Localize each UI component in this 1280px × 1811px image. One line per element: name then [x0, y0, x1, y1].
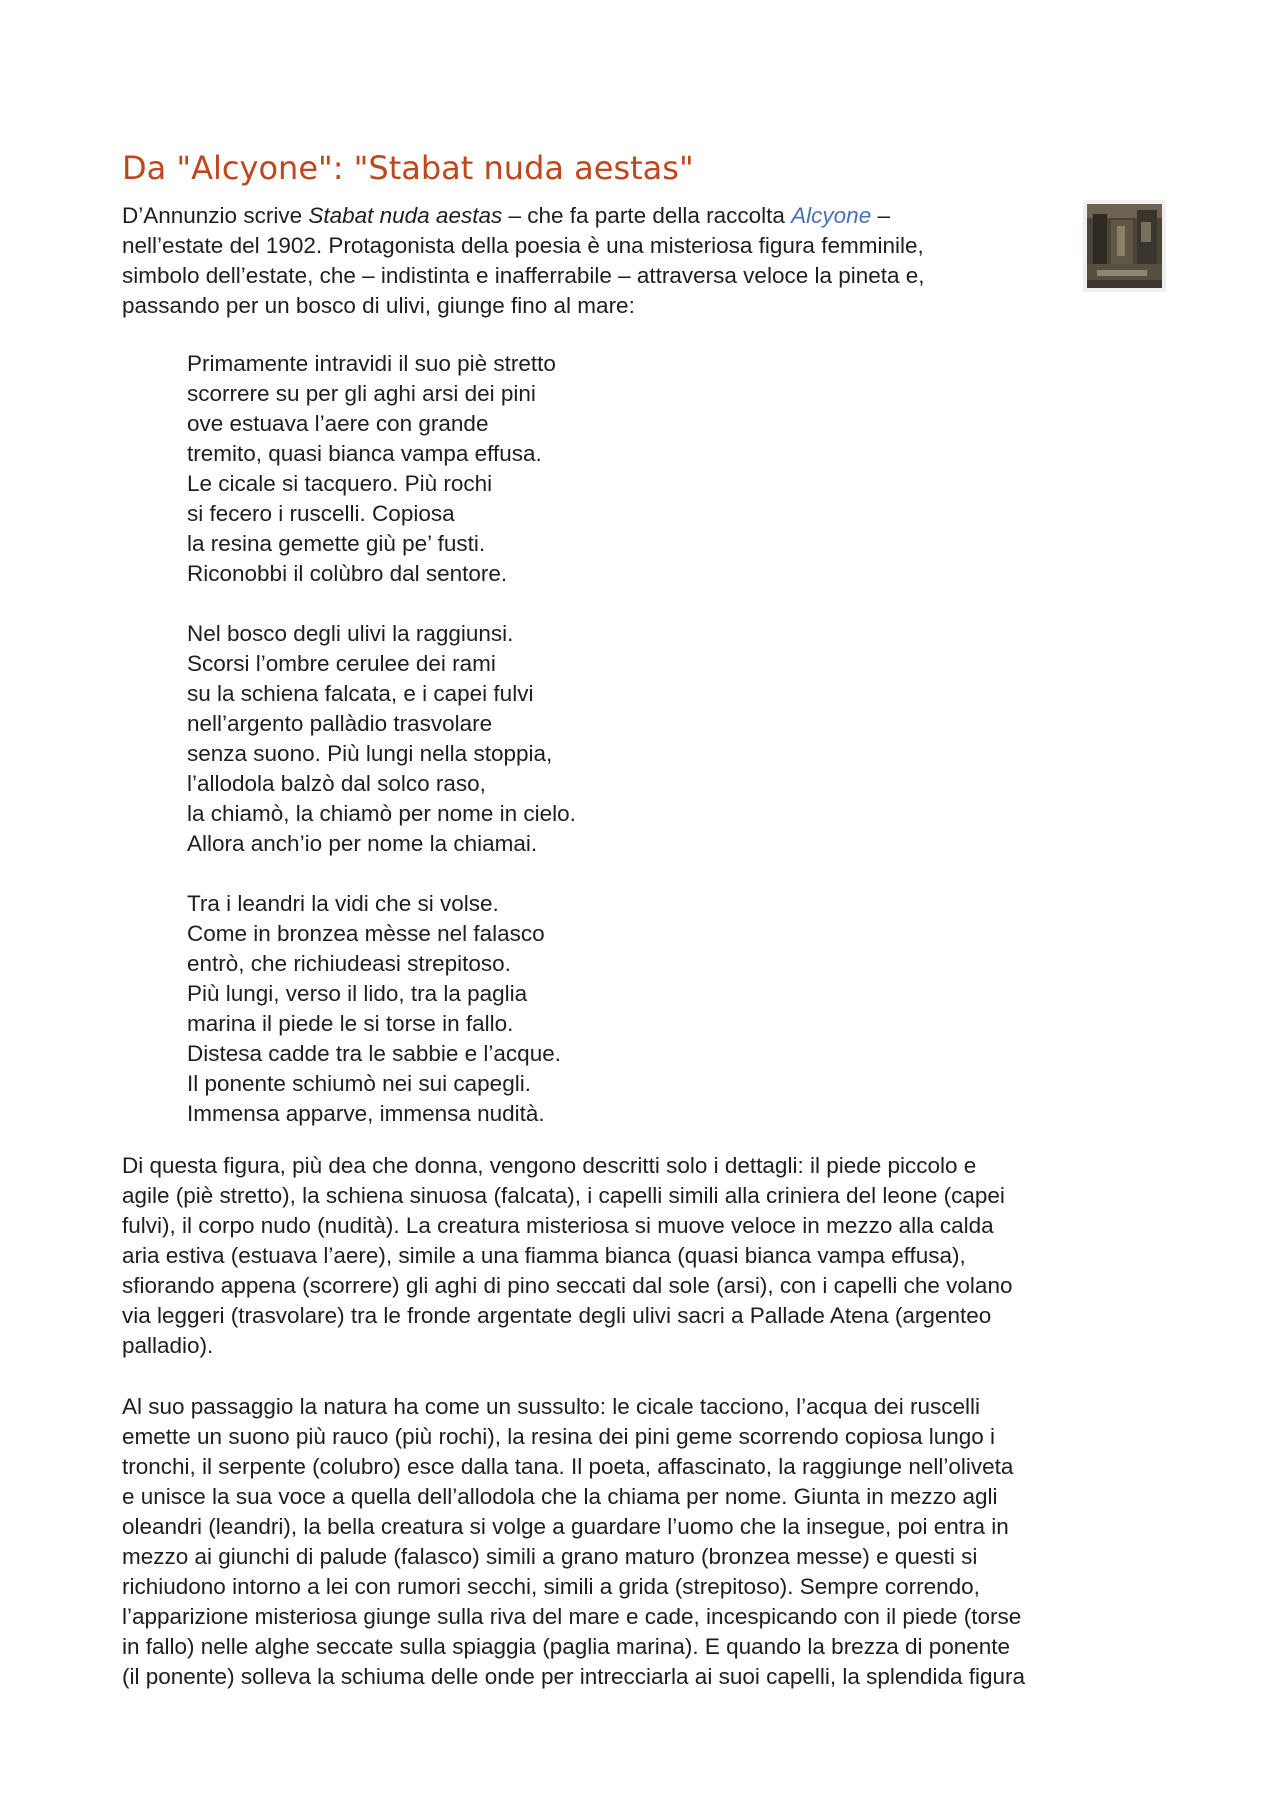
- commentary-paragraph-1: [122, 1151, 1172, 1361]
- commentary-paragraph-2: [122, 1392, 1172, 1692]
- paragraph-line: oleandri (leandri), la bella creatura si volge a guardare l’uomo che la insegue, poi entra in: [122, 1514, 1009, 1539]
- paragraph-line: l’apparizione misteriosa giunge sulla riva del mare e cade, incespicando con il piede (torse: [122, 1604, 1022, 1629]
- paragraph-line: in fallo) nelle alghe seccate sulla spiaggia (paglia marina). E quando la brezza di ponente: [122, 1634, 1011, 1659]
- poem-verse: Riconobbi il colùbro dal sentore.: [187, 561, 508, 586]
- intro-line: simbolo dell’estate, che – indistinta e inafferrabile – attraversa veloce la pineta e,: [122, 263, 925, 288]
- painting-thumbnail[interactable]: [1083, 200, 1166, 292]
- poem-block: [187, 349, 576, 1129]
- paragraph-line: aria estiva (estuava l’aere), simile a una fiamma bianca (quasi bianca vampa effusa),: [122, 1243, 966, 1268]
- paragraph-line: agile (piè stretto), la schiena sinuosa (falcata), i capelli simili alla criniera del leone (capei: [122, 1183, 1005, 1208]
- poem-verse: Il ponente schiumò nei sui capegli.: [187, 1071, 531, 1096]
- intro-line: [122, 201, 1067, 231]
- paragraph-line: tronchi, il serpente (colubro) esce dalla tana. Il poeta, affascinato, la raggiunge nell’oliveta: [122, 1454, 1014, 1479]
- poem-verse: Come in bronzea mèsse nel falasco: [187, 921, 545, 946]
- page-title: Da "Alcyone": "Stabat nuda aestas": [122, 149, 694, 187]
- poem-verse: su la schiena falcata, e i capei fulvi: [187, 681, 534, 706]
- poem-verse: Distesa cadde tra le sabbie e l’acque.: [187, 1041, 561, 1066]
- poem-verse: Più lungi, verso il lido, tra la paglia: [187, 981, 528, 1006]
- poem-verse: Scorsi l’ombre cerulee dei rami: [187, 651, 496, 676]
- poem-verse: nell’argento pallàdio trasvolare: [187, 711, 493, 736]
- poem-verse: si fecero i ruscelli. Copiosa: [187, 501, 455, 526]
- poem-verse: Nel bosco degli ulivi la raggiunsi.: [187, 621, 514, 646]
- paragraph-line: via leggeri (trasvolare) tra le fronde argentate degli ulivi sacri a Pallade Atena (argenteo: [122, 1303, 992, 1328]
- poem-stanza-3: [187, 889, 576, 1129]
- paragraph-line: fulvi), il corpo nudo (nudità). La creatura misteriosa si muove veloce in mezzo alla calda: [122, 1213, 994, 1238]
- poem-verse: la chiamò, la chiamò per nome in cielo.: [187, 801, 576, 826]
- intro-text: D’Annunzio scrive: [122, 203, 309, 228]
- paragraph-line: sfiorando appena (scorrere) gli aghi di pino seccati dal sole (arsi), con i capelli che volano: [122, 1273, 1013, 1298]
- paragraph-line: emette un suono più rauco (più rochi), la resina dei pini geme scorrendo copiosa lungo i: [122, 1424, 996, 1449]
- intro-text: – che fa parte della raccolta: [502, 203, 792, 228]
- poem-verse: marina il piede le si torse in fallo.: [187, 1011, 514, 1036]
- poem-verse: Tra i leandri la vidi che si volse.: [187, 891, 499, 916]
- poem-verse: senza suono. Più lungi nella stoppia,: [187, 741, 553, 766]
- poem-verse: Primamente intravidi il suo piè stretto: [187, 351, 556, 376]
- poem-verse: ove estuava l’aere con grande: [187, 411, 489, 436]
- poem-verse: Immensa apparve, immensa nudità.: [187, 1101, 545, 1126]
- paragraph-line: Al suo passaggio la natura ha come un sussulto: le cicale tacciono, l’acqua dei ruscelli: [122, 1394, 980, 1419]
- paragraph-line: (il ponente) solleva la schiuma delle onde per intrecciarla ai suoi capelli, la splendida figura: [122, 1664, 1026, 1689]
- intro-paragraph: [122, 201, 1067, 321]
- paragraph-line: mezzo ai giunchi di palude (falasco) simili a grano maturo (bronzea messe) e questi si: [122, 1544, 978, 1569]
- intro-line: nell’estate del 1902. Protagonista della poesia è una misteriosa figura femminile,: [122, 233, 924, 258]
- poem-verse: Le cicale si tacquero. Più rochi: [187, 471, 493, 496]
- paragraph-line: richiudono intorno a lei con rumori secchi, simili a grida (strepitoso). Sempre correndo,: [122, 1574, 980, 1599]
- paragraph-line: e unisce la sua voce a quella dell’allodola che la chiama per nome. Giunta in mezzo agli: [122, 1484, 998, 1509]
- poem-stanza-1: [187, 349, 576, 589]
- painting-image: [1083, 200, 1166, 292]
- paragraph-line: palladio).: [122, 1333, 214, 1358]
- poem-verse: Allora anch’io per nome la chiamai.: [187, 831, 538, 856]
- intro-line: passando per un bosco di ulivi, giunge fino al mare:: [122, 293, 635, 318]
- poem-title-italic: Stabat nuda aestas: [308, 203, 503, 228]
- poem-verse: la resina gemette giù pe’ fusti.: [187, 531, 486, 556]
- poem-verse: scorrere su per gli aghi arsi dei pini: [187, 381, 536, 406]
- poem-verse: tremito, quasi bianca vampa effusa.: [187, 441, 542, 466]
- intro-text: –: [871, 203, 890, 228]
- poem-stanza-2: [187, 619, 576, 859]
- alcyone-link[interactable]: Alcyone: [791, 203, 872, 228]
- poem-verse: entrò, che richiudeasi strepitoso.: [187, 951, 511, 976]
- poem-verse: l’allodola balzò dal solco raso,: [187, 771, 486, 796]
- paragraph-line: Di questa figura, più dea che donna, vengono descritti solo i dettagli: il piede piccolo e: [122, 1153, 977, 1178]
